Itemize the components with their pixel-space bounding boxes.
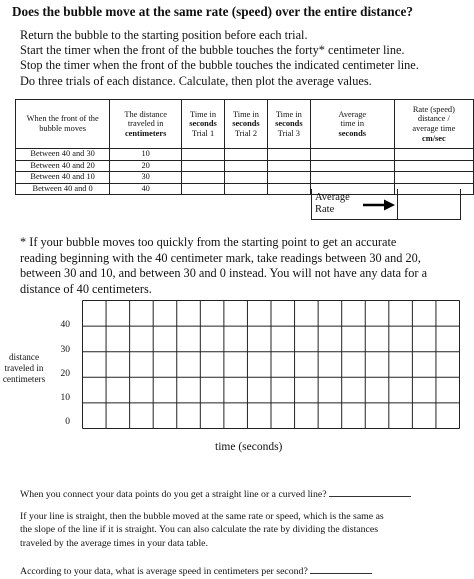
header-text: distance /	[417, 114, 450, 124]
instruction-line: Return the bubble to the starting position before each trial.	[20, 28, 308, 42]
y-axis-label	[0, 352, 48, 385]
question-line-shape	[20, 486, 411, 501]
table-row	[16, 149, 474, 161]
row-distance: 30	[110, 172, 182, 184]
y-tick-label: 10	[60, 393, 70, 403]
answer-blank[interactable]	[329, 486, 411, 497]
y-axis-label-line: traveled in	[4, 363, 44, 373]
header-text: Time in	[190, 109, 217, 119]
trial-2-cell[interactable]	[224, 149, 267, 161]
question-2-text: According to your data, what is average speed in centimeters per second?	[20, 566, 308, 577]
note-line: * If your bubble moves too quickly from the starting point to get an accurate	[20, 235, 397, 249]
header-text: Rate (speed)	[412, 104, 455, 114]
note-line: reading beginning with the 40 centimeter mark, take readings between 30 and 20,	[20, 250, 421, 265]
header-text: The distance	[124, 109, 167, 119]
average-time-cell[interactable]	[310, 149, 394, 161]
header-distance	[110, 100, 182, 149]
average-rate-label	[315, 192, 350, 216]
header-trial-2	[224, 100, 267, 149]
header-text: Trial 2	[234, 128, 258, 138]
note-line: between 30 and 10, and between 30 and 0 instead. You will not have any data for a	[20, 266, 428, 281]
header-text: Average	[338, 109, 367, 119]
average-rate-cell[interactable]	[398, 189, 460, 219]
header-text: Time in	[232, 109, 259, 119]
rate-cell[interactable]	[394, 160, 473, 172]
header-position	[16, 100, 110, 149]
header-text: seconds	[275, 119, 303, 129]
header-trial-1	[182, 100, 225, 149]
answer-blank[interactable]	[310, 563, 372, 574]
row-label: Between 40 and 20	[16, 160, 110, 172]
table-row	[16, 160, 474, 172]
header-text: cm/sec	[422, 133, 446, 143]
header-rate	[394, 100, 473, 149]
question-average-speed	[20, 563, 372, 578]
explanation-line: If your line is straight, then the bubble moved at the same rate or speed, which is the same as	[20, 511, 384, 522]
header-text: traveled in	[127, 119, 164, 129]
row-label: Between 40 and 0	[16, 183, 110, 195]
question-1-text: When you connect your data points do you get a straight line or a curved line?	[20, 489, 327, 500]
trial-2-cell[interactable]	[224, 183, 267, 195]
average-rate-box	[311, 189, 461, 220]
instructions	[20, 28, 419, 89]
worksheet-title: Does the bubble move at the same rate (speed) over the entire distance?	[12, 4, 413, 19]
row-distance: 10	[110, 149, 182, 161]
explanation-paragraph	[20, 510, 460, 550]
rate-cell[interactable]	[394, 172, 473, 184]
header-text: Trial 3	[277, 128, 300, 138]
rate-cell[interactable]	[394, 149, 473, 161]
y-axis-label-line: centimeters	[2, 374, 46, 384]
average-rate-label-line: Rate	[315, 204, 335, 215]
row-label: Between 40 and 10	[16, 172, 110, 184]
trial-1-cell[interactable]	[182, 160, 225, 172]
average-time-cell[interactable]	[310, 160, 394, 172]
row-label: Between 40 and 30	[16, 149, 110, 161]
header-text: average time	[412, 124, 456, 133]
instruction-line: Do three trials of each distance. Calculate, then plot the average values.	[20, 73, 372, 88]
trial-3-cell[interactable]	[267, 160, 310, 172]
y-tick-label: 40	[60, 320, 70, 330]
trial-2-cell[interactable]	[224, 160, 267, 172]
trial-3-cell[interactable]	[267, 149, 310, 161]
trial-1-cell[interactable]	[182, 149, 225, 161]
header-average-time	[310, 100, 394, 149]
header-text: seconds	[189, 119, 217, 129]
explanation-line: the slope of the line if it is straight. You can also calculate the rate by dividing the distances	[20, 524, 379, 536]
header-text: seconds	[338, 128, 367, 138]
header-position-text: When the front of the bubble moves	[26, 114, 99, 133]
trial-2-cell[interactable]	[224, 172, 267, 184]
header-text: Time in	[275, 109, 302, 119]
data-table	[15, 99, 474, 195]
average-time-cell[interactable]	[310, 172, 394, 184]
table-header-row	[16, 100, 474, 149]
header-trial-3	[267, 100, 310, 149]
row-distance: 20	[110, 160, 182, 172]
instruction-line: Stop the timer when the front of the bubble touches the indicated centimeter line.	[20, 58, 419, 73]
note-paragraph	[20, 235, 460, 297]
trial-3-cell[interactable]	[267, 172, 310, 184]
y-tick-label: 0	[65, 417, 70, 427]
instruction-line: Start the timer when the front of the bubble touches the forty* centimeter line.	[20, 43, 405, 58]
row-distance: 40	[110, 183, 182, 195]
x-axis-label: time (seconds)	[215, 441, 283, 453]
header-text: Trial 1	[191, 128, 215, 138]
trial-1-cell[interactable]	[182, 172, 225, 184]
trial-3-cell[interactable]	[267, 183, 310, 195]
note-line: distance of 40 centimeters.	[20, 281, 152, 296]
header-text: centimeters	[124, 128, 167, 138]
y-axis-label-line: distance	[8, 352, 40, 362]
table-row	[16, 172, 474, 184]
trial-1-cell[interactable]	[182, 183, 225, 195]
y-tick-label: 20	[60, 369, 70, 379]
graph-grid[interactable]	[82, 300, 460, 429]
average-rate-label-line: Average	[315, 192, 350, 203]
header-text: time in	[340, 119, 365, 129]
arrow-right-icon	[362, 199, 396, 211]
explanation-line: traveled by the average times in your data table.	[20, 537, 208, 549]
y-tick-label: 30	[60, 345, 70, 355]
header-text: seconds	[232, 119, 260, 129]
